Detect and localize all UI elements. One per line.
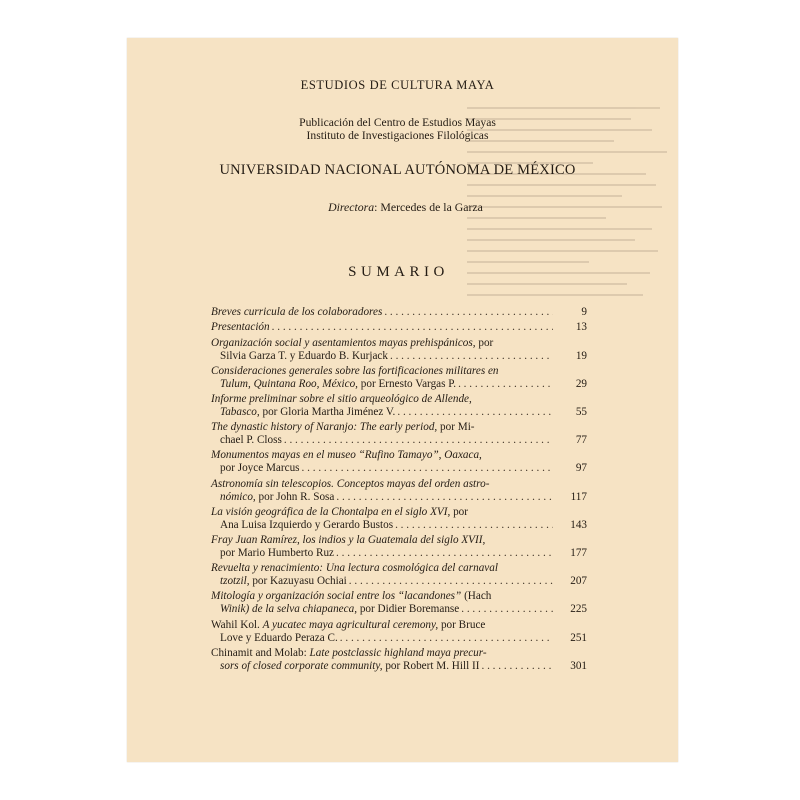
toc-page-number: 13 (575, 321, 587, 334)
toc-page-number: 117 (570, 490, 587, 503)
toc-entry (211, 477, 587, 504)
toc-entry-title: La visión geográfica de la Chontalpa en el siglo XVI, (211, 505, 451, 518)
toc-entry (211, 646, 587, 673)
dot-leader (338, 632, 553, 645)
toc-entry-text: por Gloria Martha Jiménez V. (259, 405, 396, 418)
toc-entry (211, 421, 587, 447)
dot-leader (395, 406, 553, 419)
director-line: Directora: Mercedes de la Garza (328, 200, 483, 214)
toc-page-number: 9 (581, 306, 587, 318)
toc-page-number: 77 (575, 434, 587, 447)
toc-entry-text: por Joyce Marcus (220, 462, 300, 475)
toc-entry-title: Tulum, Quintana Roo, México, (220, 377, 358, 390)
toc-entry-text: chael P. Closs (220, 434, 282, 447)
toc-entry-title: A yucatec maya agricultural ceremony, (262, 618, 439, 631)
toc-entry-title: Late postclassic highland maya precur- (309, 646, 487, 659)
toc-page-number: 29 (575, 377, 587, 390)
toc-entry-title: nómico, (220, 490, 256, 503)
dot-leader (479, 660, 553, 673)
toc-page-number: 143 (570, 518, 587, 531)
toc-entry-text: (Hach (461, 590, 492, 603)
publication-line: Publicación del Centro de Estudios Mayas (299, 116, 496, 129)
toc-entry-text: por Robert M. Hill II (382, 659, 480, 672)
toc-entry (211, 590, 587, 616)
toc-entry (211, 449, 587, 475)
dot-leader (393, 519, 553, 532)
toc-entry (211, 505, 587, 532)
toc-entry (211, 562, 587, 588)
toc-entry-text: por Kazuyasu Ochiai (249, 575, 347, 588)
toc-entry-title: Winik) (220, 603, 250, 616)
dot-leader (270, 321, 553, 334)
toc-entry-text: Chinamit and Molab: (211, 646, 310, 659)
toc-page-number: 177 (570, 546, 587, 559)
dot-leader (382, 306, 553, 319)
dot-leader (459, 603, 553, 616)
toc-page-number: 207 (570, 575, 587, 588)
toc-entry-text: por Mi- (437, 421, 475, 434)
institute-line: Instituto de Investigaciones Filológicas (306, 129, 489, 142)
toc-page-number: 301 (570, 659, 587, 672)
toc-entry-text: por Didier Boremanse (357, 603, 460, 616)
toc-entry-title: Consideraciones generales sobre las fortificaciones militares en (211, 364, 499, 377)
toc-entry-text: por Ernesto Vargas P. (357, 377, 457, 390)
toc-entry-title: Astronomía sin telescopios. Conceptos mayas del orden astro- (211, 477, 490, 490)
director-name: Mercedes de la Garza (380, 200, 483, 214)
toc-entry-title: Tabasco, (220, 405, 260, 418)
toc-entry (211, 306, 587, 319)
toc-entry-title: Organización social y asentamientos mayas prehispánicos, (211, 336, 476, 349)
toc-page-number: 55 (575, 405, 587, 418)
toc-entry-text: por Bruce (438, 618, 486, 631)
book-page (127, 38, 678, 762)
dot-leader (334, 547, 553, 560)
dot-leader (388, 350, 553, 363)
summary-heading: SUMARIO (348, 264, 449, 280)
dot-leader (300, 462, 553, 475)
journal-title: ESTUDIOS DE CULTURA MAYA (300, 78, 495, 92)
toc-page-number: 97 (575, 462, 587, 475)
toc-entry-text: por Mario Humberto Ruz (220, 546, 335, 559)
toc-page-number: 225 (570, 603, 587, 616)
toc-entry-title: tzotzil, (220, 575, 250, 588)
dot-leader (347, 575, 553, 588)
director-role: Directora (328, 200, 375, 214)
toc-entry-text: Ana Luisa Izquierdo y Gerardo Bustos (220, 518, 394, 531)
dot-leader (282, 434, 553, 447)
toc-entry-title: Revuelta y renacimiento: Una lectura cosmológica del carnaval (211, 562, 498, 575)
toc-entry-text: por (475, 336, 494, 349)
toc-entry (211, 336, 587, 363)
toc-entry-title: sors of closed corporate community, (220, 659, 383, 672)
toc-page-number: 19 (575, 349, 587, 362)
toc-entry-text: por (450, 505, 468, 518)
dot-leader (456, 378, 553, 391)
table-of-contents (211, 306, 587, 675)
toc-entry (211, 321, 587, 334)
university-name: UNIVERSIDAD NACIONAL AUTÓNOMA DE MÉXICO (219, 162, 576, 178)
toc-entry-title: Monumentos mayas en el museo “Rufino Tamayo”, Oaxaca, (211, 449, 482, 462)
toc-entry-title: Breves curricula de los colaboradores (211, 306, 383, 318)
dot-leader (334, 491, 553, 504)
toc-entry-title: Mitología y organización social entre los “lacandones” (211, 590, 462, 603)
toc-entry-title: Fray Juan Ramírez, los indios y la Guatemala del siglo XVII, (211, 534, 486, 547)
toc-entry-title: The dynastic history of Naranjo: The early period, (211, 421, 438, 434)
toc-page-number: 251 (570, 631, 587, 644)
toc-entry-text: de la selva chiapaneca, (249, 603, 358, 616)
toc-entry-title: Presentación (211, 321, 270, 334)
toc-entry-text: Silvia Garza T. y Eduardo B. Kurjack (220, 349, 388, 362)
toc-entry (211, 618, 587, 645)
toc-entry (211, 534, 587, 560)
toc-entry (211, 364, 587, 391)
toc-entry-text: Wahil Kol. (211, 618, 263, 631)
toc-entry-text: por John R. Sosa (255, 490, 335, 503)
toc-entry-text: Love y Eduardo Peraza C. (220, 631, 338, 644)
toc-entry (211, 393, 587, 419)
toc-entry-title: Informe preliminar sobre el sitio arqueológico de Allende, (211, 393, 472, 405)
